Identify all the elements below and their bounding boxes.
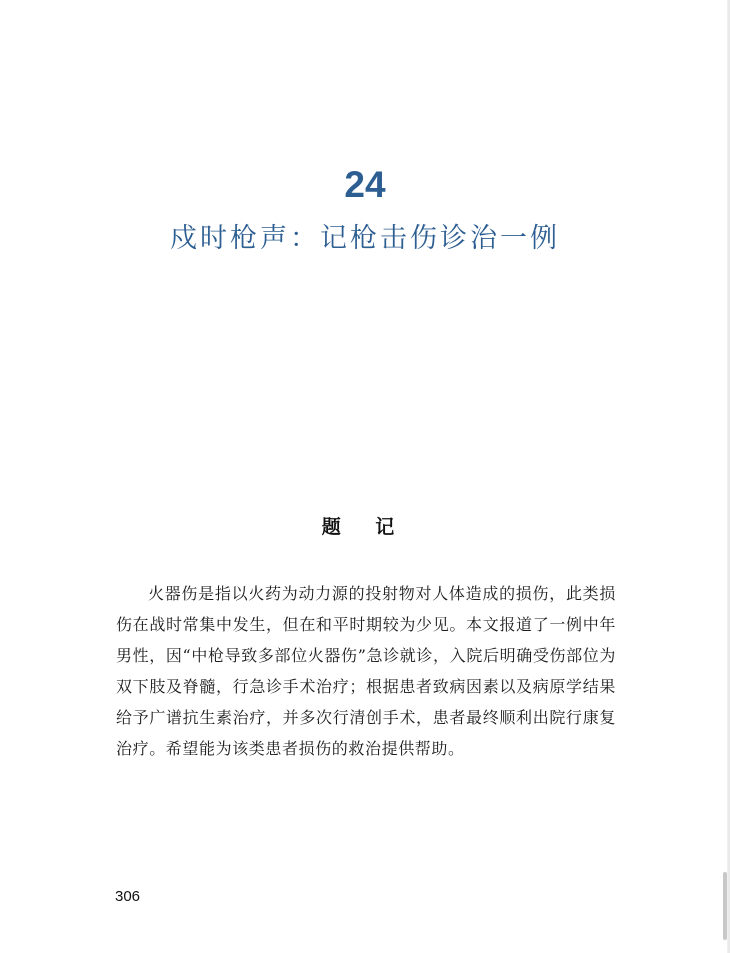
chapter-title: 戍时枪声：记枪击伤诊治一例 <box>170 223 560 254</box>
scrollbar-thumb[interactable] <box>723 872 727 940</box>
scrollbar-track[interactable] <box>722 0 730 953</box>
body-paragraph: 火器伤是指以火药为动力源的投射物对人体造成的损伤，此类损伤在战时常集中发生，但在和平时期较为少见。本文报道了一例中年男性，因“中枪导致多部位火器伤”急诊就诊，入院后明确受伤部位为双下肢及脊髓，行急诊手术治疗；根据患者致病因素以及病原学结果给予广谱抗生素治疗，并多次行清创手术，患者最终顺利出院行康复治疗。希望能为该类患者损伤的救治提供帮助。 <box>116 584 616 758</box>
page-number: 306 <box>115 888 141 905</box>
chapter-number: 24 <box>344 164 386 205</box>
section-heading: 题 记 <box>321 516 409 538</box>
